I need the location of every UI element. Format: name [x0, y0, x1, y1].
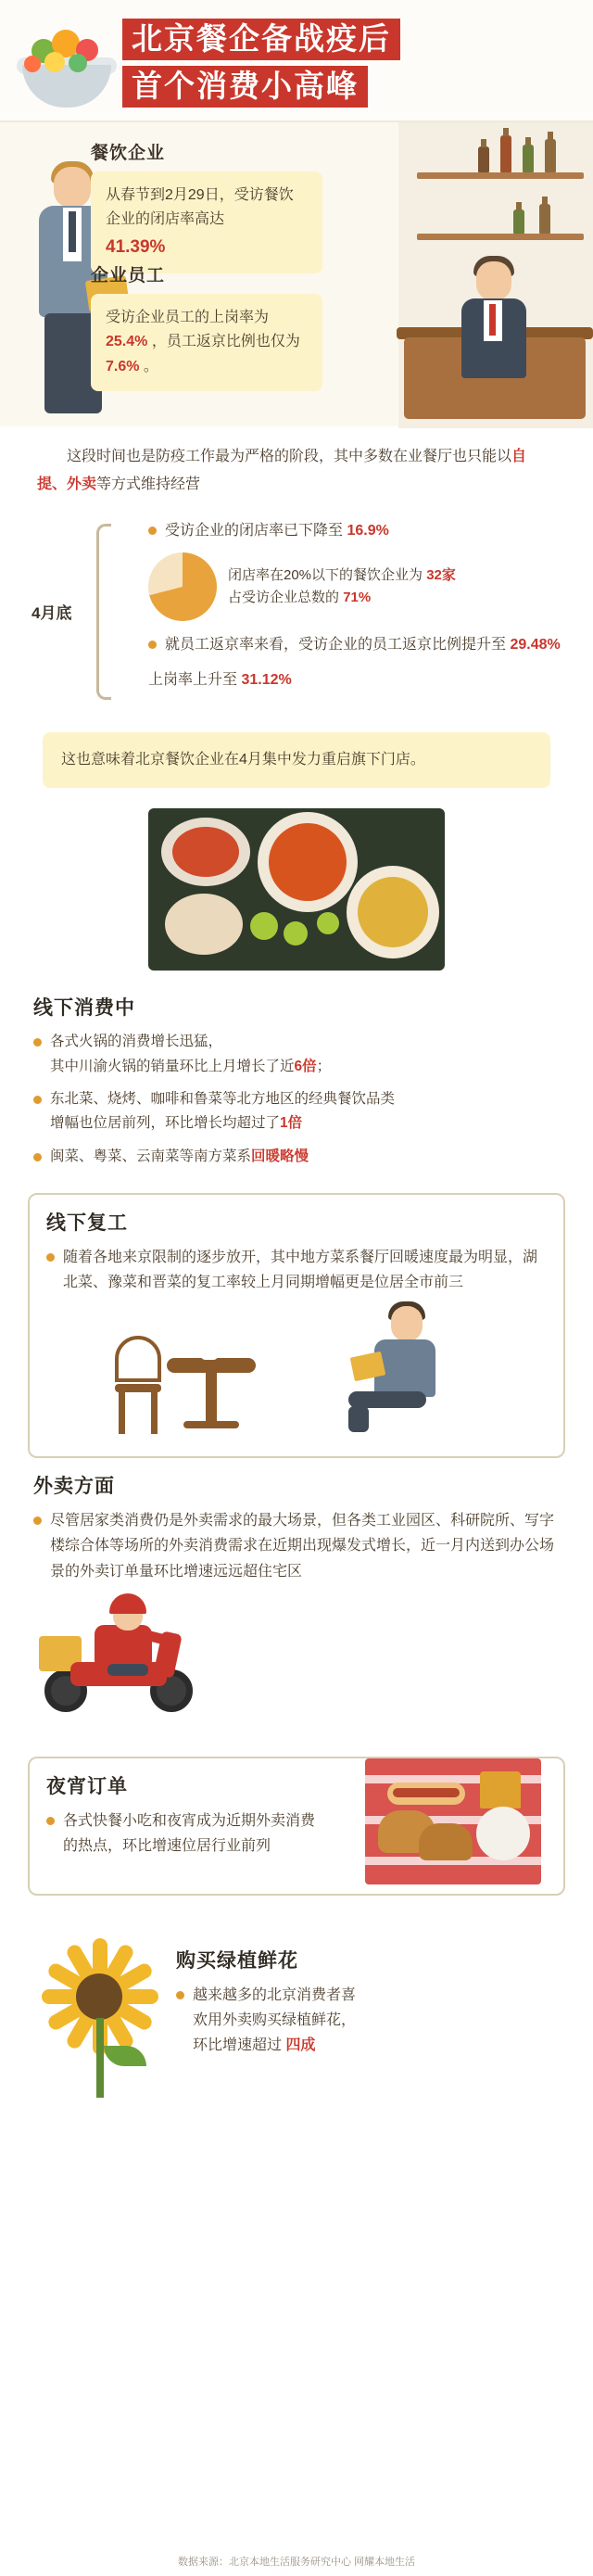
flowers-section — [0, 1912, 593, 2088]
april-close-rate-value: 16.9% — [347, 523, 389, 539]
list-item — [33, 1087, 560, 1136]
staff-callout — [91, 261, 322, 391]
bullet-value: 6倍 — [294, 1058, 317, 1074]
brace-decoration — [96, 524, 111, 700]
delivery-scooter-illustration — [28, 1593, 565, 1732]
bullet-text: 其中川渝火锅的销量环比上月增长了近 — [50, 1058, 295, 1074]
april-bullet1-text: 受访企业的闭店率已下降至 — [165, 523, 344, 539]
coffee-cup-icon — [200, 1345, 219, 1360]
supper-section — [28, 1757, 565, 1896]
april-section — [0, 518, 593, 717]
takeaway-section — [33, 1471, 560, 1584]
page-title — [122, 19, 576, 113]
april-onboard-rate-value: 31.12% — [241, 671, 292, 688]
bullet-value: 1倍 — [280, 1115, 303, 1132]
staff-text-end: 。 — [143, 358, 158, 374]
offline-consume-section — [33, 993, 560, 1169]
title-line-2: 首个消费小高峰 — [122, 66, 368, 108]
offline-rework-bullet: 随着各地来京限制的逐步放开，其中地方菜系餐厅回暖速度最为明显，湖北菜、豫菜和晋菜的复工率较上月同期增幅更是位居全市前三 — [46, 1245, 547, 1295]
cafe-illustration — [74, 1304, 519, 1443]
april-bullet-return-rate — [148, 632, 567, 657]
bullet-text: 增幅也位居前列，环比增长均超过了 — [50, 1115, 281, 1132]
staff-return-rate: 7.6% — [106, 358, 140, 374]
offline-rework-section — [28, 1193, 565, 1458]
intro-post: 等方式维持经营 — [96, 476, 201, 492]
flowers-title: 购买绿植鲜花 — [176, 1949, 298, 1972]
takeaway-title: 外卖方面 — [33, 1476, 115, 1498]
top-illustration-band — [0, 121, 593, 426]
intro-highlight: 自提、外卖 — [37, 449, 527, 492]
pie-line1-pre: 闭店率在20%以下的餐饮企业为 — [228, 567, 423, 584]
staff-bubble — [91, 294, 322, 391]
staff-text-mid: ，员工返京比例也仅为 — [151, 334, 300, 350]
bullet-text: 各式火锅的消费增长迅猛， — [50, 1034, 223, 1050]
april-bullet2-text: 就员工返京率来看，受访企业的员工返京比例提升至 — [165, 637, 507, 654]
pie-caption — [228, 565, 456, 609]
enterprise-label: 餐饮企业 — [91, 144, 166, 163]
sunflower-icon — [39, 1936, 159, 2057]
supper-title: 夜宵订单 — [46, 1775, 128, 1797]
pie-line2-value: 71% — [343, 590, 372, 606]
enterprise-bubble — [91, 171, 322, 273]
april-pie-row — [148, 552, 567, 621]
title-line-1: 北京餐企备战疫后 — [122, 19, 400, 60]
list-item — [33, 1145, 560, 1169]
bullet-value: 回暖略慢 — [251, 1148, 309, 1164]
flowers-bullet-text: 越来越多的北京消费者喜欢用外卖购买绿植鲜花，环比增速超过 — [193, 1986, 357, 2054]
april-bullet-close-rate — [148, 518, 567, 543]
staff-text-pre: 受访企业员工的上岗率为 — [106, 310, 270, 325]
offline-rework-title: 线下复工 — [46, 1212, 128, 1234]
flowers-bullet — [176, 1983, 361, 2059]
bullet-text: ； — [316, 1058, 332, 1074]
takeaway-bullet: 尽管居家类消费仍是外卖需求的最大场景，但各类工业园区、科研院所、写字楼综合体等场所的外卖消费需求在近期出现爆发式增长，近一月内送到办公场景的外卖订单量环比增速远远超住宅区 — [33, 1508, 560, 1584]
intro-paragraph — [37, 443, 556, 498]
staff-label: 企业员工 — [91, 266, 166, 286]
offline-consume-title: 线下消费中 — [33, 997, 135, 1020]
chair-icon — [115, 1336, 165, 1428]
summary-box: 这也意味着北京餐饮企业在4月集中发力重启旗下门店。 — [43, 732, 550, 788]
food-photo — [148, 808, 445, 971]
pie-line2-pre: 占受访企业总数的 — [228, 590, 340, 606]
seated-person-illustration — [347, 1306, 458, 1432]
pie-line1-value: 32家 — [426, 567, 456, 584]
list-item — [33, 1030, 560, 1079]
pie-chart — [148, 552, 217, 621]
supper-bullet: 各式快餐小吃和夜宵成为近期外卖消费的热点，环比增速位居行业前列 — [46, 1808, 324, 1859]
april-onboard-line — [148, 667, 567, 692]
staff-illustration — [448, 261, 537, 400]
flowers-text-block — [176, 1946, 565, 2068]
flowers-growth-value: 四成 — [285, 2037, 316, 2054]
source-footer: 数据来源：北京本地生活服务研究中心 网耀本地生活 — [177, 2557, 416, 2568]
intro-pre: 这段时间也是防疫工作最为严格的阶段，其中多数在业餐厅也只能以 — [67, 449, 512, 464]
food-bowl-icon — [17, 22, 117, 109]
supper-photo — [365, 1758, 541, 1884]
bullet-text: 东北菜、烧烤、咖啡和鲁菜等北方地区的经典餐饮品类 — [50, 1090, 396, 1107]
april-label: 4月底 — [32, 604, 72, 623]
offline-consume-bullets — [33, 1030, 560, 1169]
staff-onboard-rate: 25.4% — [106, 334, 148, 350]
enterprise-text: 从春节到2月29日，受访餐饮企业的闭店率高达 — [106, 187, 294, 228]
enterprise-close-rate: 41.39% — [106, 236, 166, 257]
bullet-text: 闽菜、粤菜、云南菜等南方菜系 — [50, 1148, 252, 1164]
april-return-rate-value: 29.48% — [510, 637, 561, 654]
enterprise-callout — [91, 139, 322, 273]
header — [0, 0, 593, 121]
april-bullet3-text: 上岗率上升至 — [148, 671, 238, 688]
